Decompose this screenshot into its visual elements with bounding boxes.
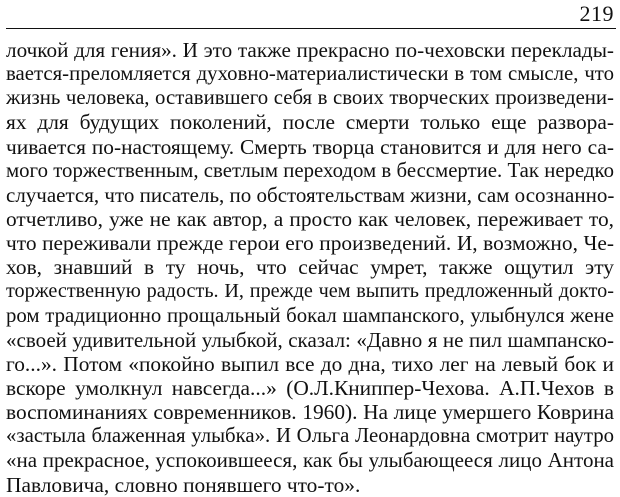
text-line: «застыла блаженная улыбка». И Ольга Леонардовна смотрит наутро <box>6 424 614 448</box>
text-line: чивается по-настоящему. Смерть творца становится и для него са- <box>6 134 614 159</box>
text-line: го...». Потом «покойно выпил все до дна, тихо лег на левый бок и <box>6 351 614 376</box>
text-line: лочкой для гения». И это также прекрасно по-чеховски переклады- <box>6 38 614 62</box>
text-line: вскоре умолкнул навсегда...» (О.Л.Книппер-Чехова. А.П.Чехов в <box>6 375 614 400</box>
text-line: отчетливо, уже не как автор, а просто как человек, переживает то, <box>6 206 614 231</box>
text-line: Павловича, словно понявшего что-то». <box>6 472 361 497</box>
text-line: хов, знавший в ту ночь, что сейчас умрет, также ощутил эту <box>6 255 614 280</box>
text-line: случается, что писатель, по обстоятельствам жизни, сам осознанно- <box>6 182 614 207</box>
body-paragraph <box>6 38 614 497</box>
text-line: мого торжественным, светлым переходом в бессмертие. Так нередко <box>6 158 614 182</box>
text-line: вается-преломляется духовно-материалистически в том смысле, что <box>6 62 614 86</box>
text-line: что переживали прежде герои его произведений. И, возможно, Че- <box>6 231 614 256</box>
text-line: воспоминаниях современников. 1960). На лице умершего Коврина <box>6 400 614 425</box>
text-line: ром традиционно прощальный бокал шампанского, улыбнулся жене <box>6 303 614 327</box>
text-line: жизнь человека, оставившего себя в своих творческих произведени- <box>6 86 614 110</box>
text-line: «своей удивительной улыбкой, сказал: «Давно я не пил шампанско- <box>6 327 614 352</box>
text-line: ях для будущих поколений, после смерти только еще разворa- <box>6 110 614 135</box>
text-line: «на прекрасное, успокоившееся, как бы улыбающееся лицо Антона <box>6 448 614 473</box>
page-number: 219 <box>579 1 614 26</box>
header-rule <box>6 28 616 29</box>
text-line: торжественную радость. И, прежде чем выпить предложенный докто- <box>6 280 614 303</box>
